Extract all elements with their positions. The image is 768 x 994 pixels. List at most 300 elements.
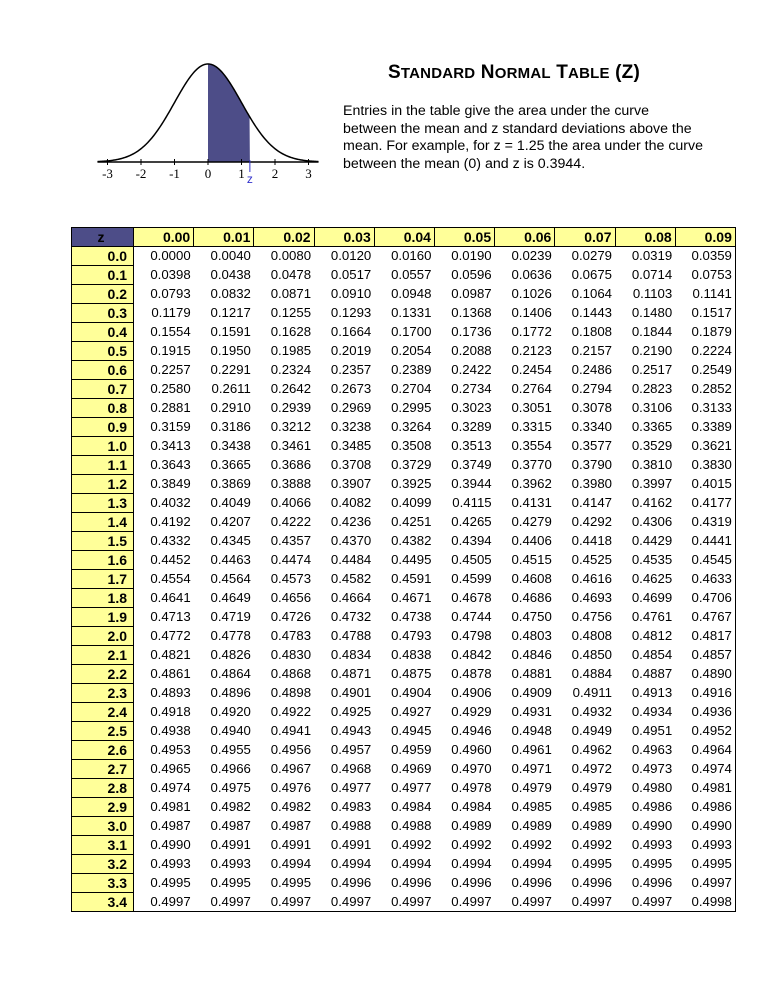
table-cell: 0.4967 bbox=[270, 761, 312, 776]
table-cell: 0.4162 bbox=[631, 495, 673, 510]
table-row bbox=[72, 703, 736, 722]
table-cell: 0.4996 bbox=[511, 875, 552, 890]
table-cell: 0.3925 bbox=[391, 476, 432, 491]
table-cell: 0.4418 bbox=[571, 533, 612, 548]
tick-label: -2 bbox=[135, 166, 147, 181]
table-cell: 0.0948 bbox=[391, 286, 432, 301]
table-cell: 0.4993 bbox=[631, 837, 673, 852]
table-cell: 0.0190 bbox=[451, 248, 492, 264]
table-row bbox=[72, 285, 736, 304]
table-cell: 0.4966 bbox=[210, 761, 251, 776]
table-cell: 0.1700 bbox=[391, 324, 432, 339]
row-header: 2.4 bbox=[72, 703, 134, 722]
table-cell: 0.2291 bbox=[210, 362, 251, 377]
table-cell: 0.4998 bbox=[675, 893, 735, 912]
table-cell: 0.4994 bbox=[270, 856, 312, 871]
table-cell: 0.4868 bbox=[270, 666, 312, 681]
table-cell: 0.3413 bbox=[150, 438, 191, 453]
row-header: 0.4 bbox=[72, 323, 134, 342]
table-cell: 0.2517 bbox=[631, 362, 673, 377]
table-cell: 0.1179 bbox=[151, 305, 191, 320]
normal-curve-figure bbox=[80, 52, 330, 192]
table-cell: 0.4980 bbox=[631, 780, 673, 795]
row-header: 1.7 bbox=[72, 570, 134, 589]
table-cell: 0.1628 bbox=[270, 324, 312, 339]
table-cell: 0.4066 bbox=[270, 495, 312, 510]
table-cell: 0.3513 bbox=[451, 438, 492, 453]
row-header: 2.2 bbox=[72, 665, 134, 684]
table-cell: 0.4995 bbox=[150, 875, 191, 890]
row-header: 2.5 bbox=[72, 722, 134, 741]
row-header: 2.9 bbox=[72, 798, 134, 817]
table-cell: 0.4049 bbox=[210, 495, 251, 510]
table-cell: 0.4744 bbox=[451, 609, 492, 624]
table-cell: 0.4978 bbox=[451, 780, 492, 795]
table-cell: 0.3289 bbox=[451, 419, 492, 434]
table-cell: 0.0871 bbox=[270, 286, 312, 301]
table-cell: 0.4664 bbox=[330, 590, 372, 605]
table-cell: 0.4192 bbox=[150, 514, 191, 529]
table-cell: 0.4864 bbox=[210, 666, 251, 681]
table-cell: 0.3790 bbox=[571, 457, 612, 472]
table-cell: 0.4686 bbox=[511, 590, 552, 605]
table-row bbox=[72, 342, 736, 361]
table-cell: 0.0557 bbox=[391, 267, 432, 282]
table-cell: 0.4306 bbox=[631, 514, 673, 529]
table-cell: 0.4985 bbox=[571, 799, 612, 814]
table-cell: 0.4995 bbox=[270, 875, 312, 890]
column-header: 0.04 bbox=[374, 228, 434, 247]
table-row bbox=[72, 779, 736, 798]
table-cell: 0.4726 bbox=[270, 609, 312, 624]
table-cell: 0.2673 bbox=[330, 381, 372, 396]
table-cell: 0.4951 bbox=[631, 723, 673, 738]
table-cell: 0.1443 bbox=[571, 305, 612, 320]
table-cell: 0.4345 bbox=[210, 533, 251, 548]
table-row bbox=[72, 874, 736, 893]
table-cell: 0.4147 bbox=[571, 495, 612, 510]
table-cell: 0.4761 bbox=[631, 609, 673, 624]
table-cell: 0.4756 bbox=[571, 609, 612, 624]
row-header: 2.7 bbox=[72, 760, 134, 779]
table-cell: 0.4713 bbox=[150, 609, 191, 624]
table-cell: 0.4955 bbox=[210, 742, 251, 757]
table-cell: 0.3389 bbox=[675, 418, 735, 437]
table-row bbox=[72, 304, 736, 323]
table-cell: 0.4994 bbox=[451, 856, 492, 871]
table-cell: 0.0987 bbox=[451, 286, 492, 301]
table-cell: 0.1480 bbox=[631, 305, 673, 320]
table-cell: 0.1517 bbox=[675, 304, 735, 323]
table-cell: 0.4969 bbox=[391, 761, 432, 776]
table-cell: 0.4616 bbox=[571, 571, 612, 586]
table-cell: 0.4279 bbox=[511, 514, 552, 529]
table-cell: 0.4952 bbox=[675, 722, 735, 741]
table-cell: 0.3944 bbox=[451, 476, 492, 491]
column-header: 0.09 bbox=[675, 228, 735, 247]
row-header: 3.1 bbox=[72, 836, 134, 855]
table-cell: 0.2190 bbox=[631, 343, 673, 358]
table-cell: 0.1064 bbox=[571, 286, 612, 301]
table-cell: 0.4573 bbox=[270, 571, 312, 586]
table-cell: 0.4988 bbox=[391, 818, 432, 833]
table-cell: 0.4357 bbox=[270, 533, 312, 548]
table-cell: 0.4582 bbox=[330, 571, 372, 586]
z-table bbox=[71, 227, 736, 912]
table-cell: 0.2257 bbox=[150, 362, 191, 377]
table-row bbox=[72, 893, 736, 912]
table-cell: 0.4922 bbox=[270, 704, 312, 719]
table-cell: 0.4535 bbox=[631, 552, 673, 567]
table-row bbox=[72, 475, 736, 494]
table-cell: 0.3830 bbox=[675, 456, 735, 475]
table-cell: 0.4656 bbox=[270, 590, 312, 605]
table-cell: 0.1103 bbox=[632, 286, 673, 301]
table-cell: 0.4896 bbox=[210, 685, 251, 700]
table-cell: 0.4881 bbox=[511, 666, 552, 681]
table-cell: 0.4099 bbox=[391, 495, 432, 510]
table-cell: 0.4992 bbox=[511, 837, 552, 852]
table-cell: 0.4960 bbox=[451, 742, 492, 757]
table-cell: 0.3554 bbox=[511, 438, 552, 453]
table-cell: 0.4788 bbox=[330, 628, 372, 643]
table-cell: 0.4265 bbox=[451, 514, 492, 529]
table-cell: 0.0080 bbox=[270, 248, 312, 264]
table-cell: 0.4986 bbox=[675, 798, 735, 817]
table-cell: 0.2054 bbox=[391, 343, 432, 358]
table-cell: 0.4936 bbox=[675, 703, 735, 722]
table-cell: 0.4115 bbox=[452, 495, 492, 510]
table-cell: 0.4982 bbox=[270, 799, 312, 814]
table-cell: 0.3729 bbox=[391, 457, 432, 472]
table-cell: 0.3770 bbox=[511, 457, 552, 472]
table-cell: 0.0120 bbox=[330, 248, 372, 264]
table-cell: 0.4990 bbox=[631, 818, 673, 833]
table-cell: 0.4970 bbox=[451, 761, 492, 776]
table-cell: 0.0319 bbox=[631, 248, 673, 264]
table-cell: 0.4641 bbox=[150, 590, 191, 605]
table-cell: 0.4996 bbox=[451, 875, 492, 890]
table-cell: 0.0832 bbox=[210, 286, 251, 301]
table-cell: 0.4997 bbox=[495, 893, 555, 912]
table-cell: 0.4778 bbox=[210, 628, 251, 643]
table-row bbox=[72, 380, 736, 399]
table-cell: 0.0160 bbox=[391, 248, 432, 264]
table-cell: 0.4995 bbox=[675, 855, 735, 874]
shaded-area bbox=[208, 64, 250, 162]
table-cell: 0.4943 bbox=[330, 723, 372, 738]
table-cell: 0.2088 bbox=[451, 343, 492, 358]
row-header: 0.5 bbox=[72, 342, 134, 361]
page-title: STANDARD NORMAL TABLE (Z) bbox=[388, 62, 641, 83]
table-cell: 0.4975 bbox=[210, 780, 251, 795]
table-cell: 0.0675 bbox=[571, 267, 612, 282]
table-cell: 0.4996 bbox=[631, 875, 673, 890]
table-cell: 0.2852 bbox=[675, 380, 735, 399]
column-header: 0.03 bbox=[314, 228, 374, 247]
table-row bbox=[72, 798, 736, 817]
table-cell: 0.1844 bbox=[631, 324, 673, 339]
table-cell: 0.3340 bbox=[571, 419, 612, 434]
table-cell: 0.4920 bbox=[210, 704, 251, 719]
table-cell: 0.4842 bbox=[451, 647, 492, 662]
table-cell: 0.4977 bbox=[330, 780, 372, 795]
table-cell: 0.4965 bbox=[150, 761, 191, 776]
table-cell: 0.4738 bbox=[391, 609, 432, 624]
table-cell: 0.4857 bbox=[675, 646, 735, 665]
table-cell: 0.4979 bbox=[511, 780, 552, 795]
row-header: 0.0 bbox=[72, 247, 134, 266]
row-header: 2.6 bbox=[72, 741, 134, 760]
table-cell: 0.0478 bbox=[270, 267, 312, 282]
table-cell: 0.2389 bbox=[391, 362, 432, 377]
row-header: 2.3 bbox=[72, 684, 134, 703]
table-row bbox=[72, 665, 736, 684]
table-cell: 0.4772 bbox=[150, 628, 191, 643]
table-row bbox=[72, 437, 736, 456]
table-cell: 0.3621 bbox=[675, 437, 735, 456]
row-header: 1.8 bbox=[72, 589, 134, 608]
table-cell: 0.4719 bbox=[210, 609, 251, 624]
table-cell: 0.0517 bbox=[330, 267, 372, 282]
table-cell: 0.2454 bbox=[511, 362, 552, 377]
table-cell: 0.3461 bbox=[270, 438, 312, 453]
column-header: 0.07 bbox=[555, 228, 615, 247]
table-cell: 0.4927 bbox=[391, 704, 432, 719]
table-cell: 0.4972 bbox=[571, 761, 612, 776]
table-cell: 0.4995 bbox=[631, 856, 673, 871]
table-cell: 0.3133 bbox=[675, 399, 735, 418]
table-cell: 0.4082 bbox=[330, 495, 372, 510]
description-text: Entries in the table give the area under the curve between the mean and z standard deviations above the mean. For example, for z = 1.25 the area under the curve between the mean (0) and z is 0.3944. bbox=[343, 103, 704, 172]
table-cell: 0.4904 bbox=[391, 685, 432, 700]
table-cell: 0.3023 bbox=[451, 400, 492, 415]
table-cell: 0.4854 bbox=[631, 647, 673, 662]
table-cell: 0.1293 bbox=[330, 305, 372, 320]
table-row bbox=[72, 247, 736, 266]
row-header: 2.8 bbox=[72, 779, 134, 798]
table-cell: 0.2794 bbox=[571, 381, 612, 396]
table-cell: 0.4925 bbox=[330, 704, 372, 719]
table-row bbox=[72, 456, 736, 475]
tick-label: 3 bbox=[305, 166, 312, 181]
table-cell: 0.4976 bbox=[270, 780, 312, 795]
table-cell: 0.2580 bbox=[150, 381, 191, 396]
table-cell: 0.2764 bbox=[511, 381, 552, 396]
table-cell: 0.4798 bbox=[451, 628, 492, 643]
table-cell: 0.4911 bbox=[572, 685, 612, 700]
table-cell: 0.3365 bbox=[631, 419, 673, 434]
table-cell: 0.2910 bbox=[210, 400, 251, 415]
table-cell: 0.3159 bbox=[150, 419, 191, 434]
table-cell: 0.4875 bbox=[391, 666, 432, 681]
table-cell: 0.3186 bbox=[210, 419, 251, 434]
table-cell: 0.2549 bbox=[675, 361, 735, 380]
table-cell: 0.4979 bbox=[571, 780, 612, 795]
table-cell: 0.4959 bbox=[391, 742, 432, 757]
table-cell: 0.1554 bbox=[150, 324, 191, 339]
table-cell: 0.4997 bbox=[254, 893, 314, 912]
table-cell: 0.4406 bbox=[511, 533, 552, 548]
table-cell: 0.1772 bbox=[511, 324, 552, 339]
table-cell: 0.4207 bbox=[210, 514, 251, 529]
table-cell: 0.4984 bbox=[391, 799, 432, 814]
table-cell: 0.1879 bbox=[675, 323, 735, 342]
table-cell: 0.4545 bbox=[675, 551, 735, 570]
table-cell: 0.4803 bbox=[511, 628, 552, 643]
table-cell: 0.4452 bbox=[150, 552, 191, 567]
table-cell: 0.3643 bbox=[150, 457, 191, 472]
table-body bbox=[72, 247, 736, 912]
table-row bbox=[72, 513, 736, 532]
table-cell: 0.4994 bbox=[511, 856, 552, 871]
table-cell: 0.0279 bbox=[571, 248, 612, 264]
table-cell: 0.4991 bbox=[270, 837, 312, 852]
table-cell: 0.4484 bbox=[330, 552, 372, 567]
table-cell: 0.0910 bbox=[330, 286, 372, 301]
table-cell: 0.4838 bbox=[391, 647, 432, 662]
table-cell: 0.4441 bbox=[675, 532, 735, 551]
table-cell: 0.2157 bbox=[571, 343, 612, 358]
table-cell: 0.4949 bbox=[571, 723, 612, 738]
table-cell: 0.4732 bbox=[330, 609, 372, 624]
table-row bbox=[72, 741, 736, 760]
table-cell: 0.4938 bbox=[150, 723, 191, 738]
table-cell: 0.4987 bbox=[210, 818, 251, 833]
table-cell: 0.4222 bbox=[270, 514, 312, 529]
table-cell: 0.1985 bbox=[270, 343, 312, 358]
column-header: 0.02 bbox=[254, 228, 314, 247]
table-row bbox=[72, 817, 736, 836]
table-cell: 0.4887 bbox=[631, 666, 673, 681]
table-cell: 0.3238 bbox=[330, 419, 372, 434]
table-cell: 0.4992 bbox=[571, 837, 612, 852]
table-cell: 0.4767 bbox=[675, 608, 735, 627]
row-header: 1.9 bbox=[72, 608, 134, 627]
table-cell: 0.4989 bbox=[451, 818, 492, 833]
table-row bbox=[72, 855, 736, 874]
table-cell: 0.4793 bbox=[391, 628, 432, 643]
row-header: 0.1 bbox=[72, 266, 134, 285]
column-header: 0.05 bbox=[434, 228, 494, 247]
table-cell: 0.3888 bbox=[270, 476, 312, 491]
table-row bbox=[72, 494, 736, 513]
table-cell: 0.4292 bbox=[571, 514, 612, 529]
row-header: 3.2 bbox=[72, 855, 134, 874]
table-cell: 0.1217 bbox=[210, 305, 251, 320]
table-cell: 0.3849 bbox=[150, 476, 191, 491]
table-cell: 0.2823 bbox=[631, 381, 673, 396]
table-cell: 0.0040 bbox=[210, 248, 251, 264]
table-cell: 0.4996 bbox=[391, 875, 432, 890]
table-cell: 0.0753 bbox=[675, 266, 735, 285]
table-cell: 0.2486 bbox=[571, 362, 612, 377]
table-cell: 0.4706 bbox=[675, 589, 735, 608]
table-cell: 0.4783 bbox=[270, 628, 312, 643]
column-header: 0.01 bbox=[194, 228, 254, 247]
table-cell: 0.4996 bbox=[330, 875, 372, 890]
table-cell: 0.4964 bbox=[675, 741, 735, 760]
table-cell: 0.4981 bbox=[150, 799, 191, 814]
table-cell: 0.4995 bbox=[571, 856, 612, 871]
table-row bbox=[72, 646, 736, 665]
table-row bbox=[72, 608, 736, 627]
tick-label: -1 bbox=[169, 166, 180, 181]
table-cell: 0.4995 bbox=[210, 875, 251, 890]
table-cell: 0.4971 bbox=[511, 761, 552, 776]
table-cell: 0.4370 bbox=[330, 533, 372, 548]
table-cell: 0.4941 bbox=[270, 723, 312, 738]
table-cell: 0.4871 bbox=[330, 666, 372, 681]
table-row bbox=[72, 570, 736, 589]
table-header-row bbox=[72, 228, 736, 247]
table-cell: 0.4992 bbox=[451, 837, 492, 852]
table-cell: 0.4834 bbox=[330, 647, 372, 662]
table-cell: 0.4997 bbox=[374, 893, 434, 912]
table-cell: 0.4994 bbox=[391, 856, 432, 871]
table-cell: 0.4991 bbox=[330, 837, 372, 852]
table-cell: 0.1808 bbox=[571, 324, 612, 339]
table-cell: 0.2642 bbox=[270, 381, 312, 396]
table-cell: 0.4989 bbox=[511, 818, 552, 833]
table-cell: 0.4977 bbox=[391, 780, 432, 795]
table-cell: 0.1591 bbox=[210, 324, 251, 339]
table-cell: 0.4131 bbox=[511, 495, 552, 510]
table-cell: 0.4997 bbox=[434, 893, 494, 912]
table-cell: 0.4495 bbox=[391, 552, 432, 567]
table-cell: 0.3315 bbox=[511, 419, 552, 434]
table-cell: 0.2422 bbox=[451, 362, 492, 377]
column-header: 0.06 bbox=[495, 228, 555, 247]
table-cell: 0.0398 bbox=[150, 267, 191, 282]
table-cell: 0.4981 bbox=[675, 779, 735, 798]
table-cell: 0.4963 bbox=[631, 742, 673, 757]
row-header: 3.3 bbox=[72, 874, 134, 893]
table-cell: 0.4993 bbox=[210, 856, 251, 871]
table-cell: 0.1915 bbox=[150, 343, 191, 358]
table-cell: 0.1255 bbox=[270, 305, 312, 320]
table-cell: 0.4463 bbox=[210, 552, 251, 567]
table-cell: 0.2324 bbox=[270, 362, 312, 377]
table-cell: 0.2939 bbox=[270, 400, 312, 415]
table-cell: 0.4599 bbox=[451, 571, 492, 586]
tick-label: 2 bbox=[271, 166, 279, 181]
table-cell: 0.4693 bbox=[571, 590, 612, 605]
column-header: 0.08 bbox=[615, 228, 675, 247]
table-cell: 0.1331 bbox=[391, 305, 432, 320]
table-cell: 0.4750 bbox=[511, 609, 552, 624]
table-cell: 0.4671 bbox=[391, 590, 432, 605]
table-cell: 0.0714 bbox=[631, 267, 673, 282]
table-cell: 0.3529 bbox=[631, 438, 673, 453]
table-cell: 0.3264 bbox=[391, 419, 432, 434]
table-cell: 0.4177 bbox=[675, 494, 735, 513]
table-cell: 0.4985 bbox=[511, 799, 552, 814]
row-header: 0.7 bbox=[72, 380, 134, 399]
table-cell: 0.4525 bbox=[571, 552, 612, 567]
table-cell: 0.4940 bbox=[210, 723, 251, 738]
table-cell: 0.3508 bbox=[391, 438, 432, 453]
table-cell: 0.4974 bbox=[150, 780, 191, 795]
row-header: 1.3 bbox=[72, 494, 134, 513]
row-header: 0.9 bbox=[72, 418, 134, 437]
table-cell: 0.4997 bbox=[134, 893, 194, 912]
table-cell: 0.4997 bbox=[615, 893, 675, 912]
table-cell: 0.4850 bbox=[571, 647, 612, 662]
table-cell: 0.4946 bbox=[451, 723, 492, 738]
row-header: 2.0 bbox=[72, 627, 134, 646]
table-cell: 0.4812 bbox=[631, 628, 673, 643]
